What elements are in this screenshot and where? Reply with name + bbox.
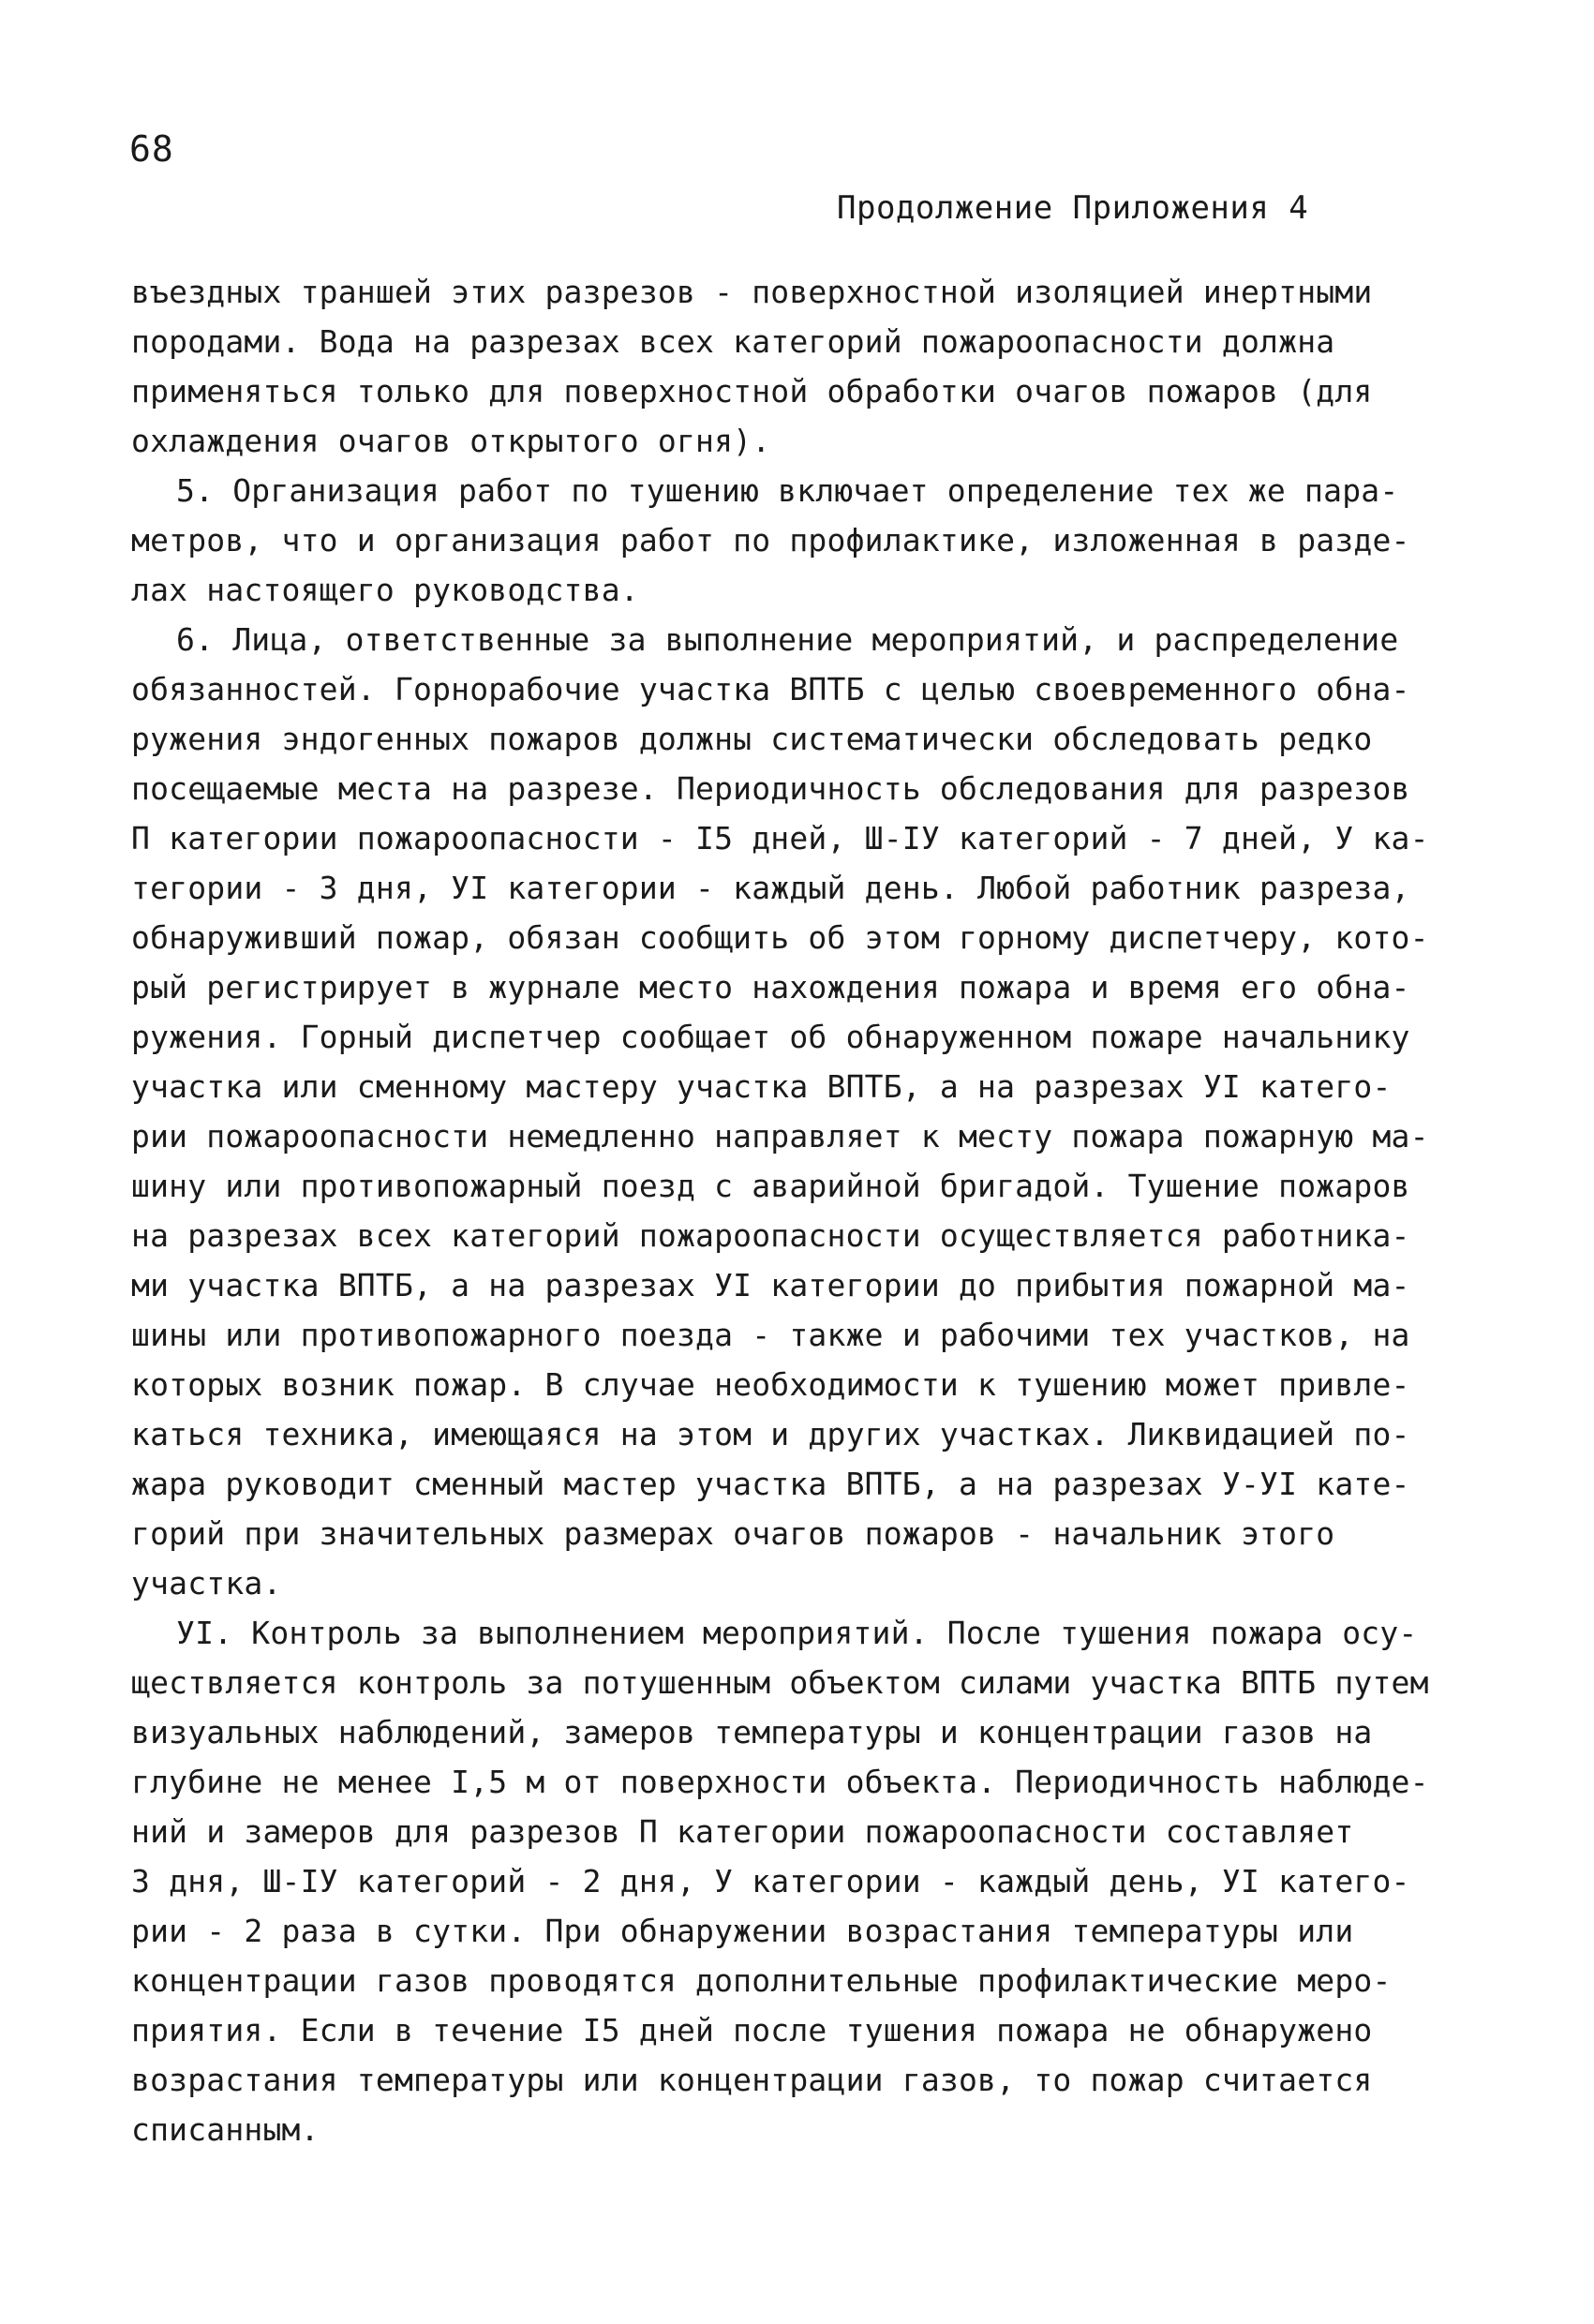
text-line: ми участка ВПТБ, а на разрезах УI категории до прибытия пожарной ма-: [131, 1267, 1410, 1304]
text-line: въездных траншей этих разрезов - поверхностной изоляцией инертными: [131, 274, 1373, 310]
text-line: ществляется контроль за потушенным объектом силами участка ВПТБ путем: [131, 1664, 1429, 1701]
paragraph-5-first-line: 5. Организация работ по тушению включает определение тех же пара-: [176, 472, 1399, 509]
text-line: которых возник пожар. В случае необходимости к тушению может привле-: [131, 1366, 1410, 1403]
text-line: визуальных наблюдений, замеров температуры и концентрации газов на: [131, 1714, 1373, 1750]
text-line: концентрации газов проводятся дополнительные профилактические меро-: [131, 1962, 1392, 1999]
text-line: на разрезах всех категорий пожароопасности осуществляется работника-: [131, 1217, 1410, 1254]
paragraph-6-first-line: 6. Лица, ответственные за выполнение мероприятий, и распределение: [176, 621, 1399, 658]
text-line: метров, что и организация работ по профилактике, изложенная в разде-: [131, 522, 1410, 559]
text-line: рии пожароопасности немедленно направляет к месту пожара пожарную ма-: [131, 1118, 1429, 1155]
text-line: ружения эндогенных пожаров должны систематически обследовать редко: [131, 721, 1373, 757]
text-line: обязанностей. Горнорабочие участка ВПТБ с целью своевременного обна-: [131, 671, 1410, 708]
text-line: породами. Вода на разрезах всех категорий пожароопасности должна: [131, 323, 1335, 360]
text-line: применяться только для поверхностной обработки очагов пожаров (для: [131, 373, 1373, 410]
text-line: 3 дня, Ш-IУ категорий - 2 дня, У категории - каждый день, УI катего-: [131, 1863, 1410, 1899]
text-line: рии - 2 раза в сутки. При обнаружении возрастания температуры или: [131, 1913, 1354, 1949]
text-line: участка.: [131, 1565, 282, 1601]
text-line: лах настоящего руководства.: [131, 572, 639, 608]
section-vi-first-line: УI. Контроль за выполнением мероприятий. После тушения пожара осу-: [176, 1615, 1418, 1651]
text-line: горий при значительных размерах очагов пожаров - начальник этого: [131, 1515, 1335, 1552]
text-line: глубине не менее I,5 м от поверхности объекта. Периодичность наблюде-: [131, 1764, 1429, 1800]
text-line: шину или противопожарный поезд с аварийной бригадой. Тушение пожаров: [131, 1168, 1410, 1204]
text-line: жара руководит сменный мастер участка ВПТБ, а на разрезах У-УI кате-: [131, 1466, 1410, 1502]
text-line: обнаруживший пожар, обязан сообщить об этом горному диспетчеру, кото-: [131, 919, 1429, 956]
text-line: ружения. Горный диспетчер сообщает об обнаруженном пожаре начальнику: [131, 1019, 1410, 1055]
text-line: посещаемые места на разрезе. Периодичность обследования для разрезов: [131, 770, 1410, 807]
text-line: ний и замеров для разрезов П категории пожароопасности составляет: [131, 1813, 1354, 1850]
text-line: возрастания температуры или концентрации газов, то пожар считается: [131, 2062, 1373, 2098]
text-line: участка или сменному мастеру участка ВПТБ, а на разрезах УI катего-: [131, 1068, 1392, 1105]
text-line: рый регистрирует в журнале место нахождения пожара и время его обна-: [131, 969, 1410, 1006]
text-line: списанным.: [131, 2111, 320, 2148]
text-line: шины или противопожарного поезда - также и рабочими тех участков, на: [131, 1317, 1410, 1353]
appendix-continuation-header: Продолжение Приложения 4: [837, 189, 1309, 227]
text-line: приятия. Если в течение I5 дней после тушения пожара не обнаружено: [131, 2012, 1373, 2048]
text-line: тегории - 3 дня, УI категории - каждый день. Любой работник разреза,: [131, 870, 1410, 906]
body-text: [131, 267, 1490, 2154]
text-line: П категории пожароопасности - I5 дней, Ш-IУ категорий - 7 дней, У ка-: [131, 820, 1429, 857]
text-line: охлаждения очагов открытого огня).: [131, 423, 771, 459]
text-line: каться техника, имеющаяся на этом и других участках. Ликвидацией по-: [131, 1416, 1410, 1452]
page-number: 68: [129, 128, 174, 170]
